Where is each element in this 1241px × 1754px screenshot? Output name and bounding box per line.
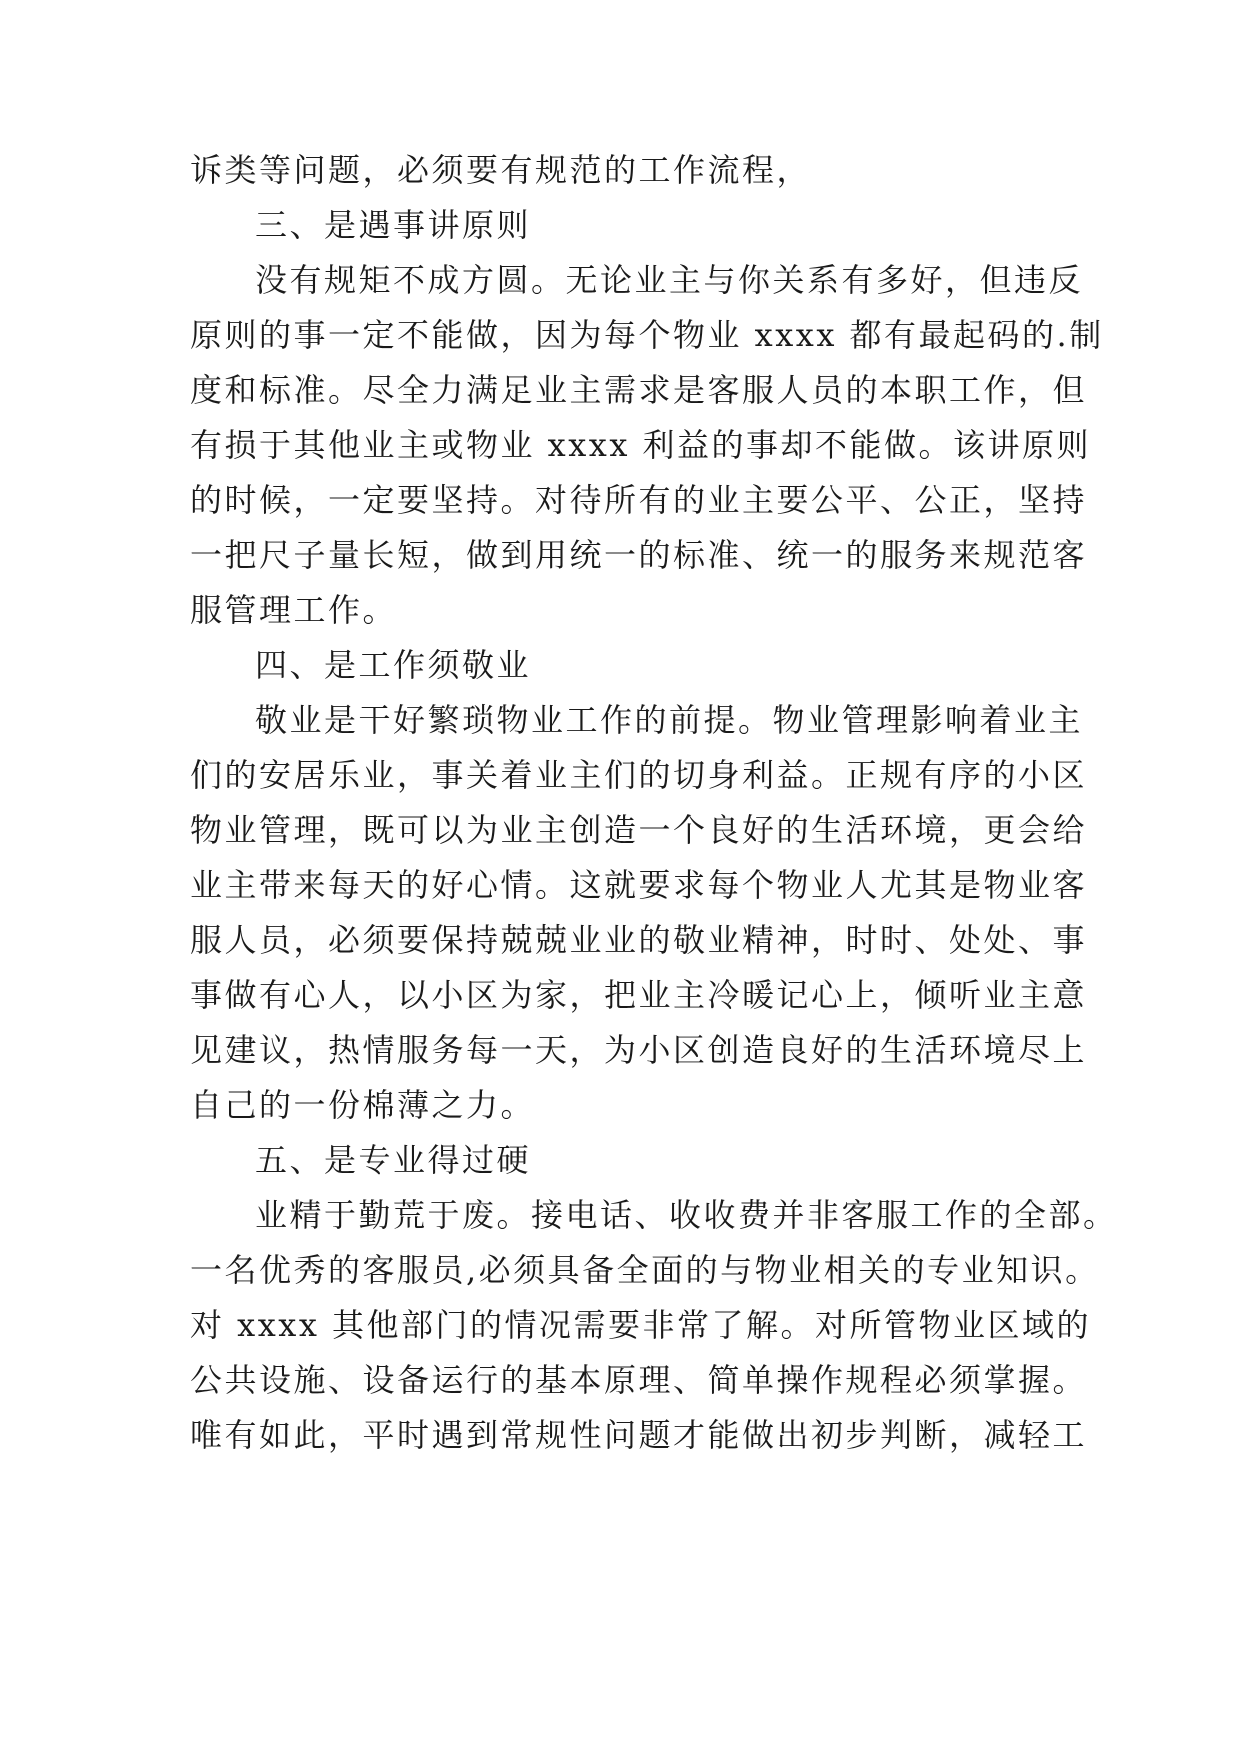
text-line: 们的安居乐业，事关着业主们的切身利益。正规有序的小区 (190, 756, 1088, 794)
text-line: 的时候，一定要坚持。对待所有的业主要公平、公正，坚持 (190, 481, 1088, 519)
text-line: 业主带来每天的好心情。这就要求每个物业人尤其是物业客 (190, 866, 1088, 904)
text-line: 见建议，热情服务每一天，为小区创造良好的生活环境尽上 (190, 1031, 1088, 1069)
text-line: 唯有如此，平时遇到常规性问题才能做出初步判断，减轻工 (190, 1416, 1088, 1454)
text-line: 一把尺子量长短，做到用统一的标准、统一的服务来规范客 (190, 536, 1088, 574)
text-line: 度和标准。尽全力满足业主需求是客服人员的本职工作，但 (190, 371, 1088, 409)
text-line: 一名优秀的客服员,必须具备全面的与物业相关的专业知识。 (190, 1251, 1100, 1289)
text-line: 敬业是干好繁琐物业工作的前提。物业管理影响着业主 (255, 701, 1084, 739)
section-heading: 三、是遇事讲原则 (255, 206, 532, 244)
text-line: 服管理工作。 (190, 591, 398, 629)
text-line: 自己的一份棉薄之力。 (190, 1086, 536, 1124)
text-line: 诉类等问题，必须要有规范的工作流程， (190, 151, 812, 189)
text-line: 服人员，必须要保持兢兢业业的敬业精神，时时、处处、事 (190, 921, 1088, 959)
text-line: 没有规矩不成方圆。无论业主与你关系有多好，但违反 (255, 261, 1084, 299)
text-line: 对 xxxx 其他部门的情况需要非常了解。对所管物业区域的 (190, 1306, 1092, 1344)
section-heading: 四、是工作须敬业 (255, 646, 532, 684)
text-line: 原则的事一定不能做，因为每个物业 xxxx 都有最起码的.制 (190, 316, 1104, 354)
text-line: 业精于勤荒于废。接电话、收收费并非客服工作的全部。 (255, 1196, 1118, 1234)
section-heading: 五、是专业得过硬 (255, 1141, 532, 1179)
text-line: 物业管理，既可以为业主创造一个良好的生活环境，更会给 (190, 811, 1088, 849)
text-line: 事做有心人，以小区为家，把业主冷暖记心上，倾听业主意 (190, 976, 1088, 1014)
text-line: 公共设施、设备运行的基本原理、简单操作规程必须掌握。 (190, 1361, 1088, 1399)
text-line: 有损于其他业主或物业 xxxx 利益的事却不能做。该讲原则 (190, 426, 1092, 464)
